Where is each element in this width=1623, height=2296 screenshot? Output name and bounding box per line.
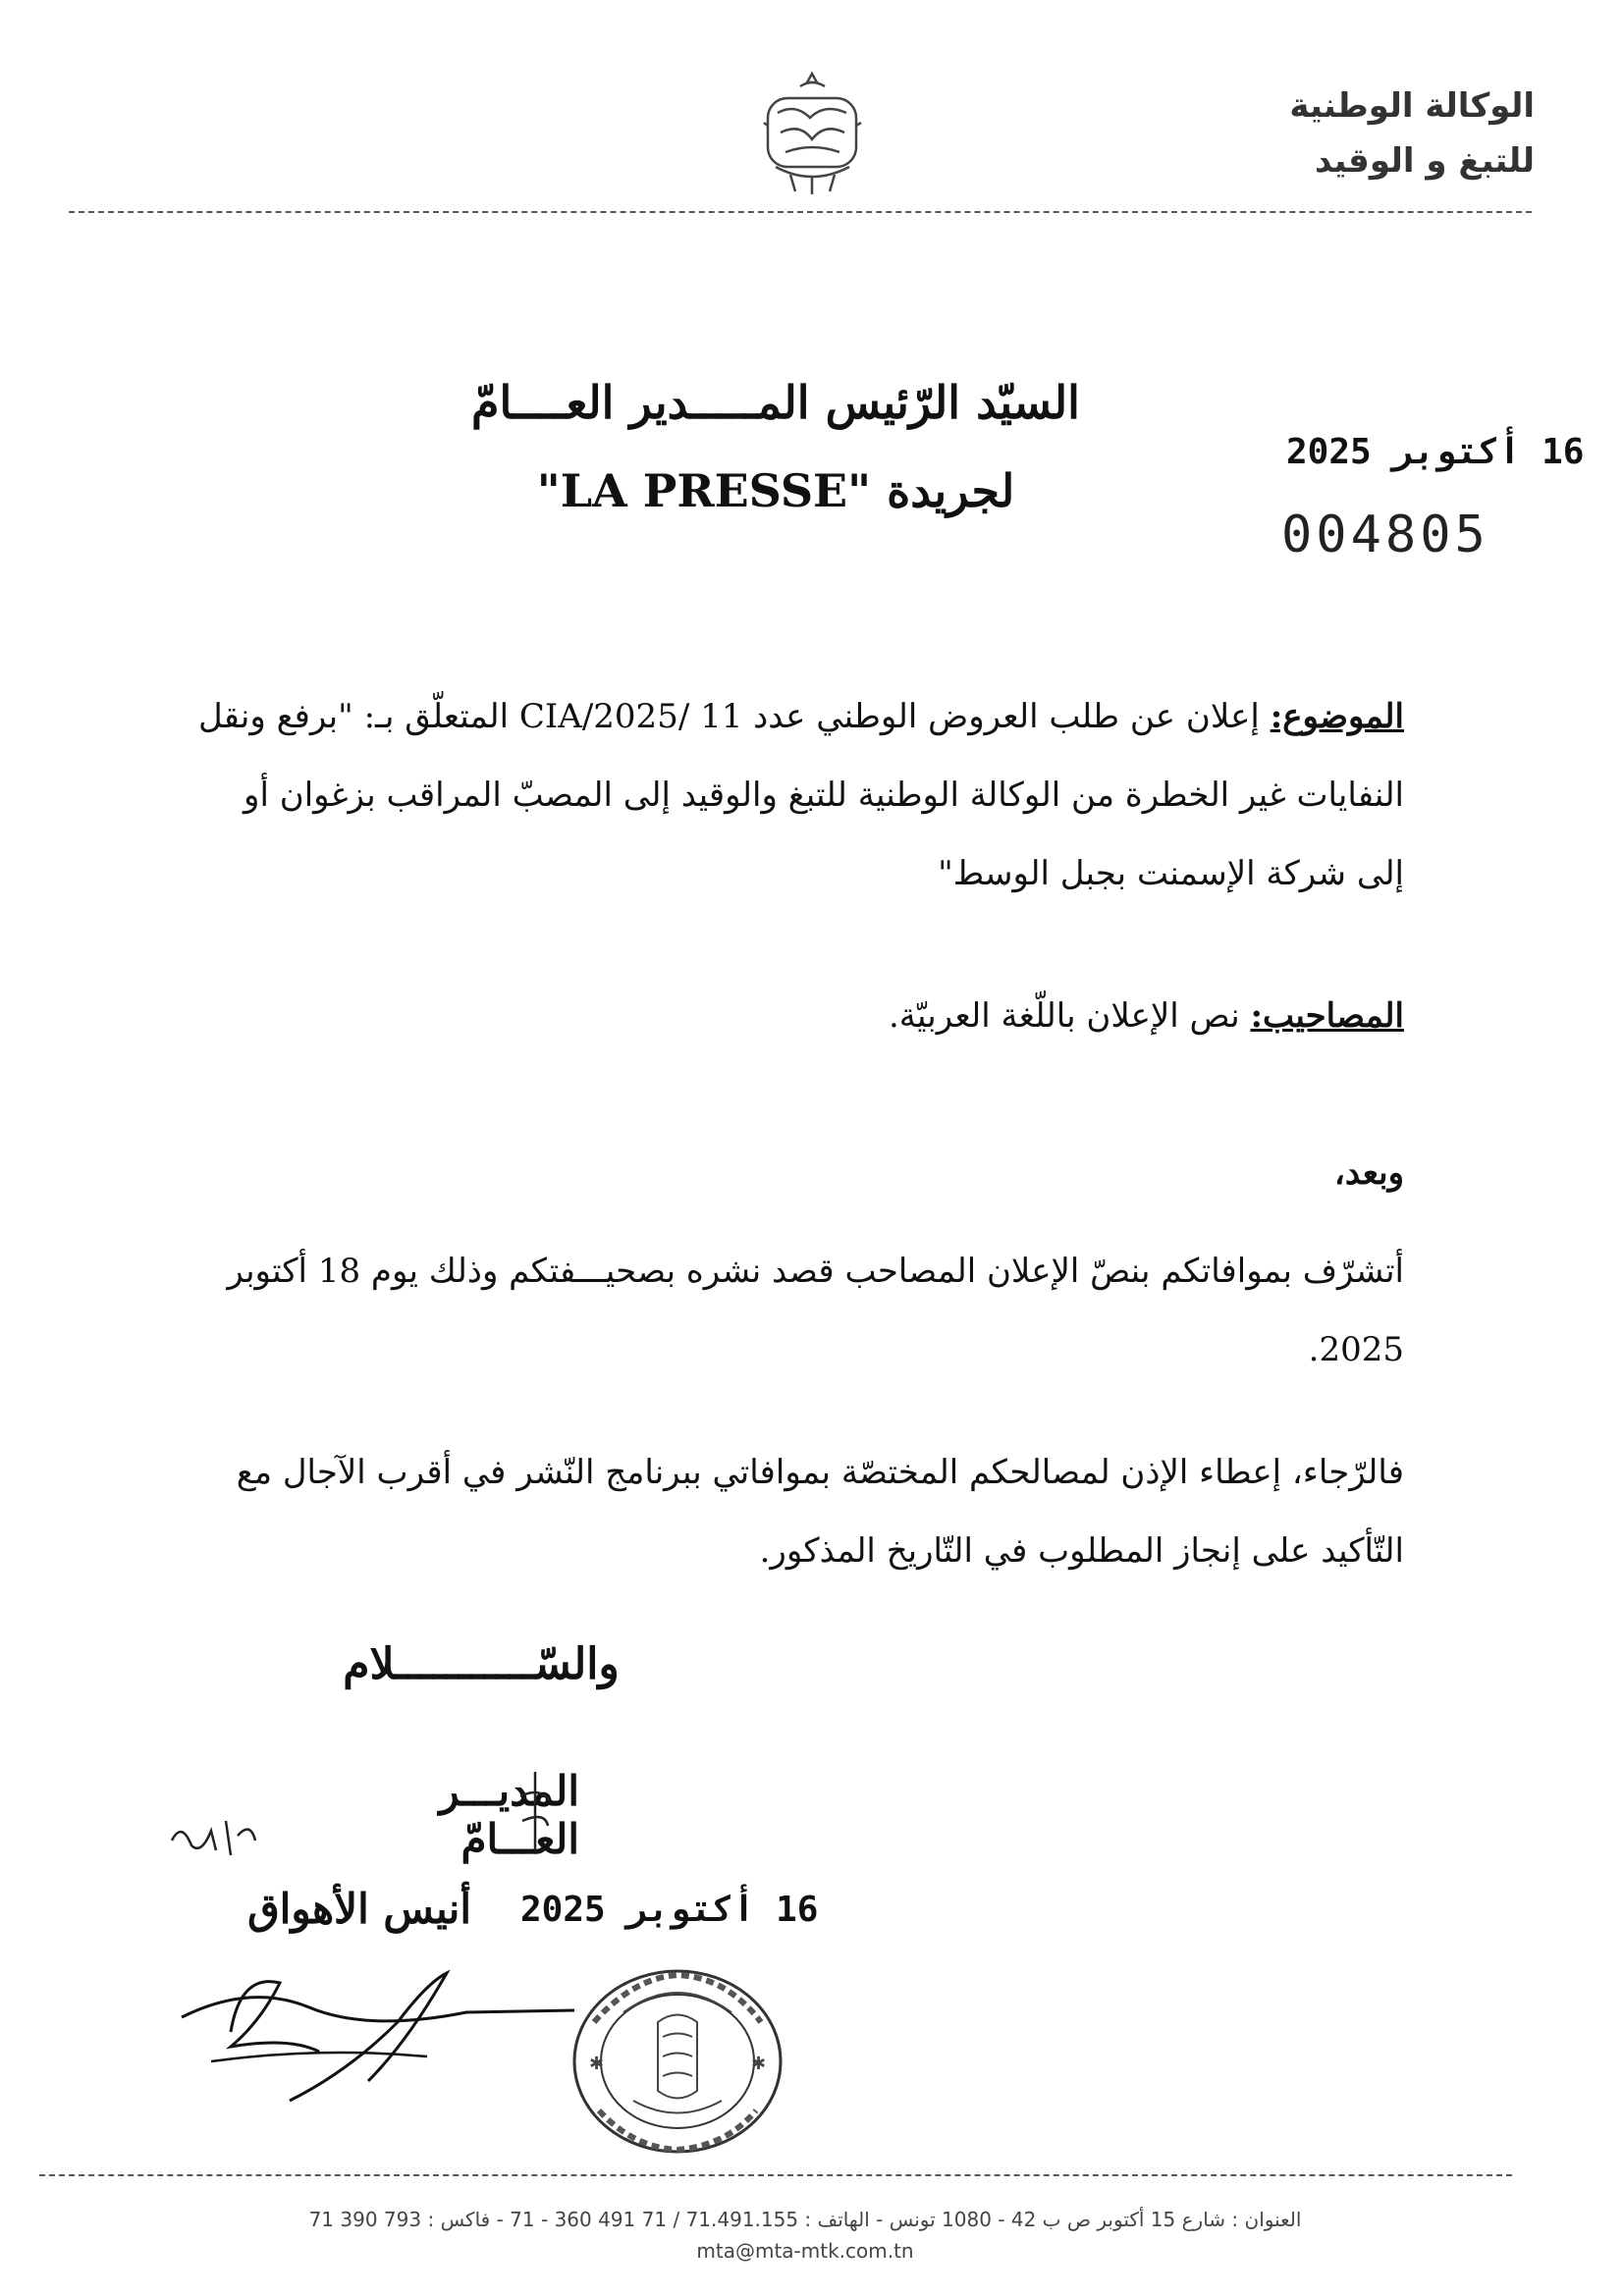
agency-name-line1: الوكالة الوطنية — [1289, 86, 1535, 126]
addressee-title: السيّد الرّئيس المـــــدير العــــامّ — [471, 376, 1080, 429]
signatory-title: المديـــر العـــامّ — [439, 1767, 579, 1863]
signature-date: 16 أكتوبر 2025 — [520, 1890, 819, 1930]
signatory-name: أنيس الأهواق — [247, 1885, 471, 1933]
received-date-stamp: 16 أكتوبر 2025 — [1286, 432, 1585, 472]
footer-divider — [39, 2174, 1512, 2176]
footer — [196, 2204, 1414, 2267]
header-divider — [69, 211, 1532, 213]
reference-number: 004805 — [1281, 506, 1489, 564]
subject-text: إعلان عن طلب العروض الوطني عدد 11 /2025/CIA المتعلّق بـ: "برفع ونقل النفايات غير الخطرة من الوكالة الوطنية للتبغ والوقيد إلى المصبّ المراقب بزغوان أو إلى شركة الإسمنت بجبل الوسط" — [197, 697, 1404, 893]
handwritten-signature-icon — [172, 1953, 584, 2110]
closing-salutation: والسّـــــــــــلام — [343, 1639, 620, 1689]
greeting: وبعد، — [1333, 1153, 1404, 1193]
subject-block — [187, 677, 1404, 913]
subject-label: الموضوع: — [1270, 697, 1404, 736]
footer-address: العنوان : شارع 15 أكتوبر ص ب 42 - 1080 تونس - الهاتف : 71.491.155 / 71 491 360 - 71 - فاكس : 793 390 71 — [308, 2208, 1302, 2231]
addressee-newspaper: لجريدة "LA PRESSE" — [536, 464, 1015, 517]
body-paragraph-2: فالرّجاء، إعطاء الإذن لمصالحكم المختصّة بموافاتي ببرنامج النّشر في أقرب الآجال مع التّأكيد على إنجاز المطلوب في التّاريخ المذكور. — [236, 1453, 1404, 1571]
agency-emblem-icon — [756, 69, 869, 201]
handwritten-initials-icon — [167, 1811, 260, 1860]
official-seal-icon — [565, 1963, 790, 2160]
attachment-text: نص الإعلان باللّغة العربيّة. — [888, 996, 1240, 1036]
addressee-block — [442, 358, 1109, 535]
initial-mark-icon — [511, 1767, 560, 1855]
attachment-block — [187, 977, 1404, 1055]
attachment-label: المصاحيب: — [1250, 996, 1404, 1036]
svg-text:✱: ✱ — [589, 2054, 605, 2074]
body-paragraph-1: أتشرّف بموافاتكم بنصّ الإعلان المصاحب قصد نشره بصحيـــفتكم وذلك يوم 18 أكتوبر 2025. — [227, 1252, 1404, 1369]
svg-text:✱: ✱ — [751, 2054, 767, 2074]
agency-name-line2: للتبغ و الوقيد — [1315, 141, 1535, 181]
agency-name — [1181, 79, 1535, 188]
footer-email: mta@mta-mtk.com.tn — [696, 2239, 914, 2263]
